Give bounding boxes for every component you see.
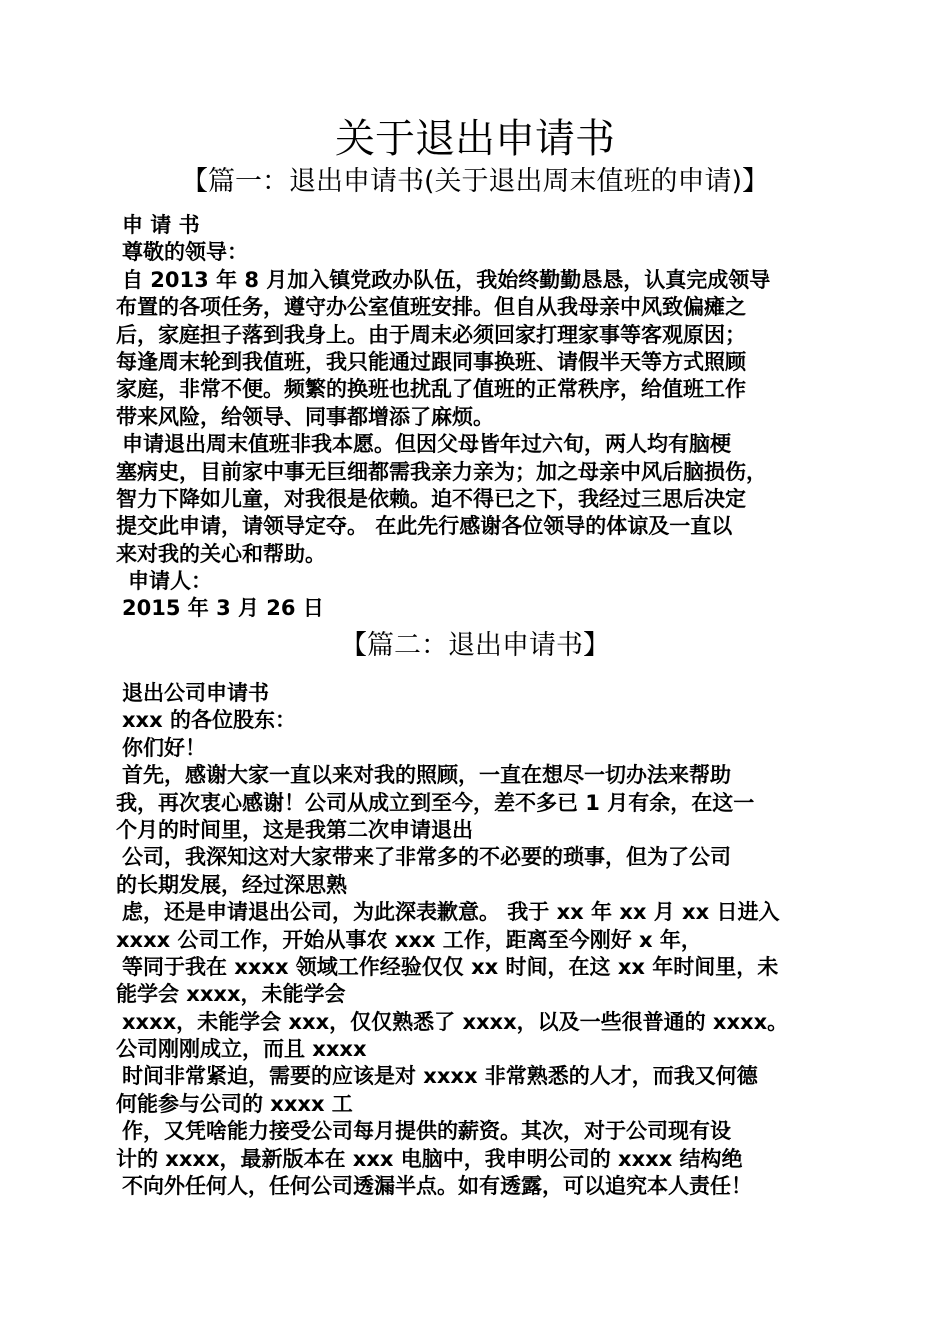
text-line: 智力下降如儿童，对我很是依赖。迫不得已之下，我经过三思后决定 xyxy=(116,486,746,511)
text-line: 计的 xxxx，最新版本在 xxx 电脑中，我申明公司的 xxxx 结构绝 xyxy=(116,1146,743,1171)
text-line: 作，又凭啥能力接受公司每月提供的薪资。其次，对于公司现有设 xyxy=(122,1119,731,1144)
section1-body xyxy=(116,212,844,623)
text-line: 能学会 xxxx，未能学会 xyxy=(116,982,346,1007)
text-line: xxx 的各位股东： xyxy=(122,708,296,733)
text-line: 带来风险，给领导、同事都增添了麻烦。 xyxy=(116,404,494,429)
text-line: 后，家庭担子落到我身上。由于周末必须回家打理家事等客观原因； xyxy=(116,322,746,347)
text-line: 何能参与公司的 xxxx 工 xyxy=(116,1091,353,1116)
section2-heading: 【篇二：退出申请书】 xyxy=(340,630,610,661)
text-line: 等同于我在 xxxx 领域工作经验仅仅 xx 时间，在这 xx 年时间里，未 xyxy=(122,954,779,979)
text-line: 自 2013 年 8 月加入镇党政办队伍，我始终勤勤恳恳，认真完成领导 xyxy=(122,267,771,292)
text-line: 不向外任何人，任何公司透漏半点。如有透露，可以追究本人责任！ xyxy=(122,1174,752,1199)
text-line: 公司刚刚成立，而且 xxxx xyxy=(116,1037,367,1062)
section2-body xyxy=(116,680,844,1200)
text-line: 你们好！ xyxy=(122,735,206,760)
text-line: 尊敬的领导： xyxy=(122,240,248,265)
text-line: 我，再次衷心感谢！公司从成立到至今，差不多已 1 月有余，在这一 xyxy=(116,790,755,815)
text-line: 退出公司申请书 xyxy=(122,681,269,705)
text-line: 公司，我深知这对大家带来了非常多的不必要的琐事，但为了公司 xyxy=(122,845,731,870)
section1-heading: 【篇一：退出申请书(关于退出周末值班的申请)】 xyxy=(180,166,770,197)
text-line: 塞病史，目前家中事无巨细都需我亲力亲为；加之母亲中风后脑损伤， xyxy=(116,459,767,484)
text-line: 来对我的关心和帮助。 xyxy=(116,541,326,566)
document-title: 关于退出申请书 xyxy=(335,116,615,162)
text-line: 个月的时间里，这是我第二次申请退出 xyxy=(116,817,473,842)
text-line: 申 请 书 xyxy=(122,213,200,237)
signature-label: 申请人： xyxy=(128,569,212,594)
text-line: xxxx 公司工作，开始从事农 xxx 工作，距离至今刚好 x 年， xyxy=(116,927,702,952)
text-line: 的长期发展，经过深思熟 xyxy=(116,872,347,897)
text-line: 时间非常紧迫，需要的应该是对 xxxx 非常熟悉的人才，而我又何德 xyxy=(122,1064,758,1089)
text-line: 家庭，非常不便。频繁的换班也扰乱了值班的正常秩序，给值班工作 xyxy=(116,377,746,402)
text-line: 首先，感谢大家一直以来对我的照顾，一直在想尽一切办法来帮助 xyxy=(122,763,731,788)
signature-date: 2015 年 3 月 26 日 xyxy=(122,596,324,621)
text-line: 申请退出周末值班非我本愿。但因父母皆年过六旬，两人均有脑梗 xyxy=(122,432,731,457)
text-line: 虑，还是申请退出公司，为此深表歉意。 我于 xx 年 xx 月 xx 日进入 xyxy=(122,900,780,925)
text-line: 提交此申请，请领导定夺。 在此先行感谢各位领导的体谅及一直以 xyxy=(116,514,733,539)
text-line: xxxx，未能学会 xxx，仅仅熟悉了 xxxx，以及一些很普通的 xxxx。 xyxy=(122,1009,789,1034)
text-line: 布置的各项任务，遵守办公室值班安排。但自从我母亲中风致偏瘫之 xyxy=(116,295,746,320)
text-line: 每逢周末轮到我值班，我只能通过跟同事换班、请假半天等方式照顾 xyxy=(116,349,746,374)
